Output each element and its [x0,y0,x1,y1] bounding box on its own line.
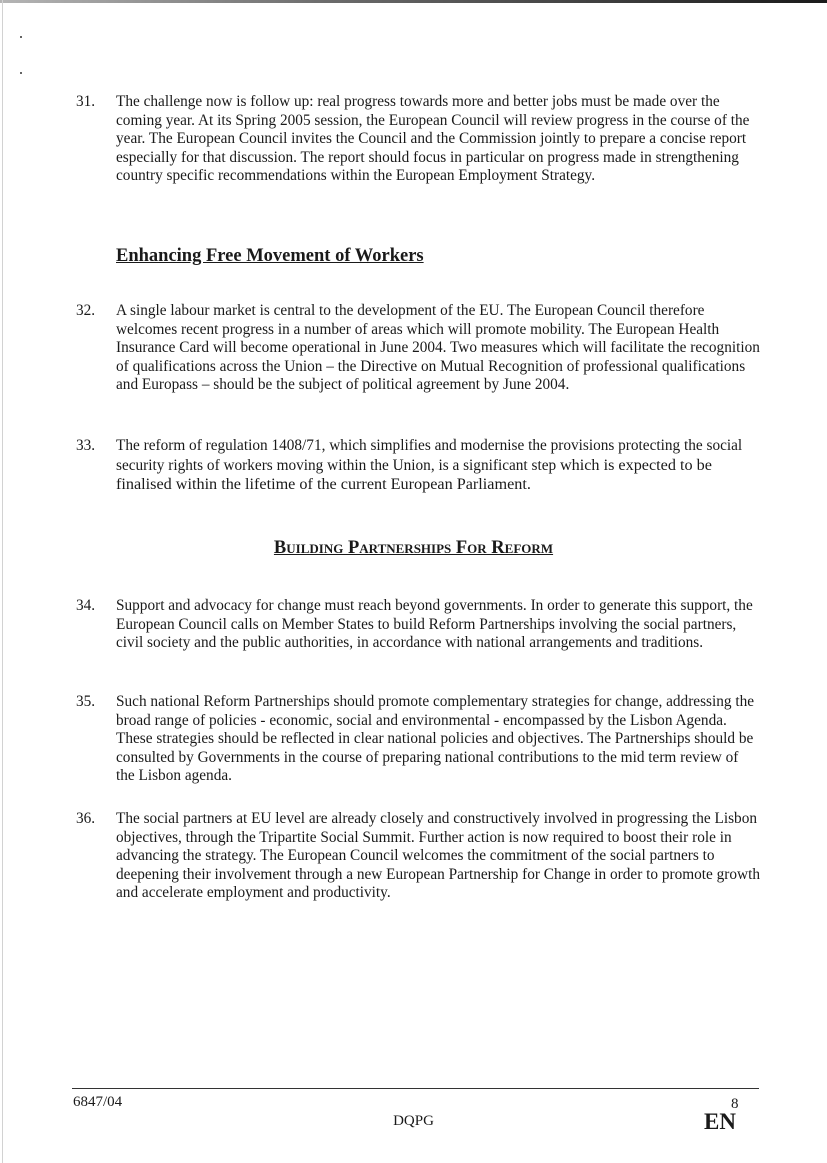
paragraph-33 [76,437,760,495]
footer-department: DQPG [393,1113,434,1129]
paragraph-31 [76,93,760,186]
paragraph-number: 33. [76,437,96,454]
paragraph-text: A single labour market is central to the development of the EU. The European Council therefore welcomes recent progress in a number of areas which will promote mobility. The European Health Insurance Card will become operational in June 2004. Two measures which will facilitate the recognition of qualifications across the Union – the Directive on Mutual Recognition of professional qualifications and Europass – should be the subject of political agreement by June 2004. [116,302,760,393]
paragraph-number: 31. [76,93,96,110]
paragraph-text: Support and advocacy for change must reach beyond governments. In order to generate this support, the European Council calls on Member States to build Reform Partnerships involving the social partners, civil society and the public authorities, in accordance with national arrangements and traditions. [116,597,753,651]
paragraph-text: The social partners at EU level are already closely and constructively involved in progressing the Lisbon objectives, through the Tripartite Social Summit. Further action is now required to boost their role in advancing the strategy. The European Council welcomes the commitment of the social partners to deepening their involvement through a new European Partnership for Change in order to promote growth and accelerate employment and productivity. [116,810,760,901]
footer-rule [72,1088,759,1089]
page-top-rule [0,0,827,3]
paragraph-32 [76,302,760,395]
paragraph-number: 34. [76,597,96,614]
scan-speck [20,72,22,74]
section-heading-building-partnerships: Building Partnerships For Reform [273,538,554,558]
footer-document-reference: 6847/04 [73,1094,123,1110]
footer-page-number: 8 [731,1096,739,1112]
paragraph-text: The challenge now is follow up: real progress towards more and better jobs must be made over the coming year. At its Spring 2005 session, the European Council will review progress in the course of the year. The European Council invites the Council and the Commission jointly to prepare a concise report especially for that discussion. The report should focus in particular on progress made in strengthening country specific recommendations within the European Employment Strategy. [116,93,750,184]
paragraph-text-tail: which is expected to be finalised within the lifetime of the current European Parliament. [116,455,712,493]
paragraph-number: 35. [76,693,96,710]
paragraph-35 [76,693,760,786]
paragraph-number: 32. [76,302,96,319]
footer-language-code: EN [704,1109,736,1134]
page-left-edge [2,0,3,1163]
paragraph-text: Such national Reform Partnerships should promote complementary strategies for change, addressing the broad range of policies - economic, social and environmental - encompassed by the Lisbon Agenda. These strategies should be reflected in clear national policies and objectives. The Partnerships should be consulted by Governments in the course of preparing national contributions to the mid term review of the Lisbon agenda. [116,693,755,784]
scan-speck [20,36,22,38]
paragraph-number: 36. [76,810,96,827]
paragraph-text [116,437,760,495]
section-heading-free-movement: Enhancing Free Movement of Workers [116,246,424,266]
paragraph-text-head: The reform of regulation 1408/71, which simplifies and modernise the provisions protecting the social security rights of workers moving within the Union, is a significant step [116,437,743,474]
paragraph-34 [76,597,760,653]
paragraph-36 [76,810,760,903]
